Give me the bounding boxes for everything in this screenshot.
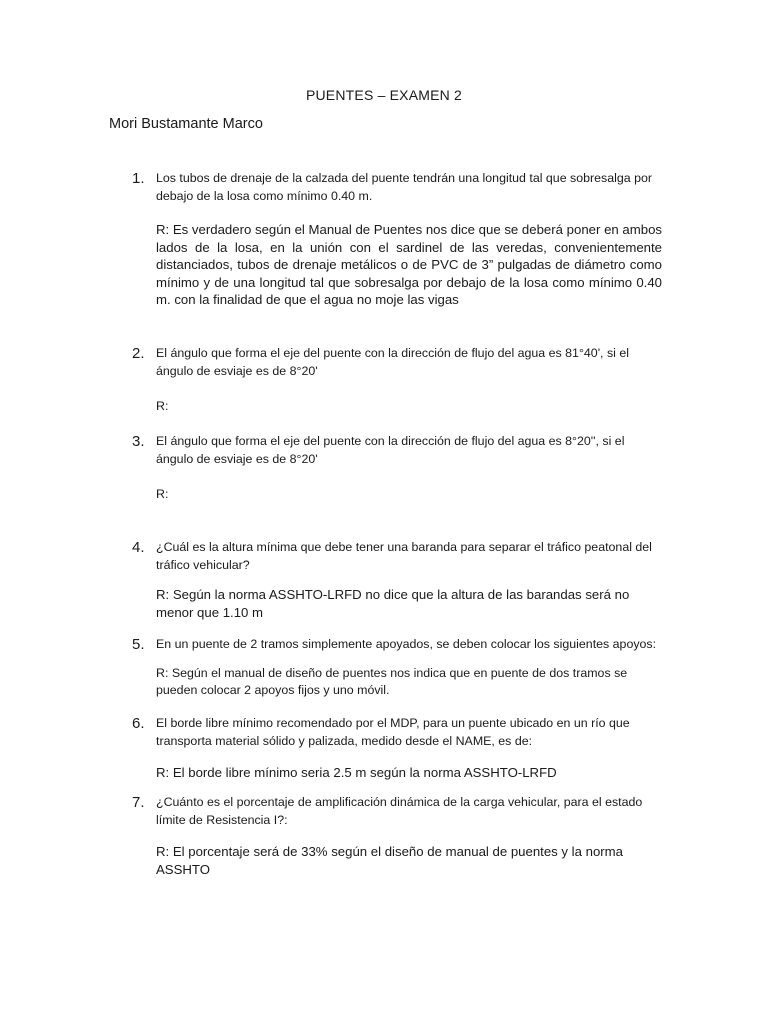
answer-text: R: Es verdadero según el Manual de Puentes nos dice que se deberá poner en ambos lados de la losa, en la unión con el sardinel de las veredas, convenientemente distanciados, tubos de drenaje metálicos o de PVC de 3” pulgadas de diámetro como mínimo y de una longitud tal que sobresalga por debajo de la losa como mínimo 0.40 m. con la finalidad de que el agua no moje las vigas: [156, 222, 662, 307]
answer-text: R: El porcentaje será de 33% según el diseño de manual de puentes y la norma ASSHTO: [156, 844, 623, 877]
question-text: ¿Cuánto es el porcentaje de amplificación dinámica de la carga vehicular, para el estado límite de Resistencia I?:: [156, 795, 643, 827]
question-item-7: [132, 794, 662, 878]
question-number: 5.: [132, 636, 145, 653]
question-number: 3.: [132, 433, 145, 450]
question-text: El borde libre mínimo recomendado por el MDP, para un puente ubicado en un río que transporta material sólido y palizada, medido desde el NAME, es de:: [156, 716, 630, 748]
answer-text: R: Según el manual de diseño de puentes nos indica que en puente de dos tramos se pueden colocar 2 apoyos fijos y uno móvil.: [156, 665, 628, 697]
question-item-4: [132, 539, 662, 621]
question-number: 1.: [132, 170, 145, 187]
question-number: 6.: [132, 715, 145, 732]
answer-text: R: El borde libre mínimo seria 2.5 m según la norma ASSHTO-LRFD: [156, 765, 557, 780]
question-number: 2.: [132, 345, 145, 362]
question-number: 4.: [132, 539, 145, 556]
answer-text: R: Según la norma ASSHTO-LRFD no dice que la altura de las barandas será no menor que 1.10 m: [156, 587, 630, 620]
question-text: El ángulo que forma el eje del puente con la dirección de flujo del agua es 8°20'', si el ángulo de esviaje es de 8°20': [156, 434, 625, 466]
question-item-3: [132, 433, 662, 504]
question-text: ¿Cuál es la altura mínima que debe tener una baranda para separar el tráfico peatonal del tráfico vehicular?: [156, 540, 652, 572]
document-title: PUENTES – EXAMEN 2: [305, 87, 463, 103]
question-text: Los tubos de drenaje de la calzada del puente tendrán una longitud tal que sobresalga por debajo de la losa como mínimo 0.40 m.: [156, 171, 652, 203]
question-text: El ángulo que forma el eje del puente con la dirección de flujo del agua es 81°40', si el ángulo de esviaje es de 8°20': [156, 346, 629, 378]
question-item-5: [132, 636, 662, 700]
question-text: En un puente de 2 tramos simplemente apoyados, se deben colocar los siguientes apoyos:: [156, 637, 657, 651]
question-item-1: [132, 170, 662, 309]
answer-text: R:: [156, 399, 169, 413]
question-number: 7.: [132, 794, 145, 811]
author-name: Mori Bustamante Marco: [109, 116, 263, 132]
question-item-2: [132, 345, 662, 416]
answer-text: R:: [156, 487, 169, 501]
question-item-6: [132, 715, 662, 782]
